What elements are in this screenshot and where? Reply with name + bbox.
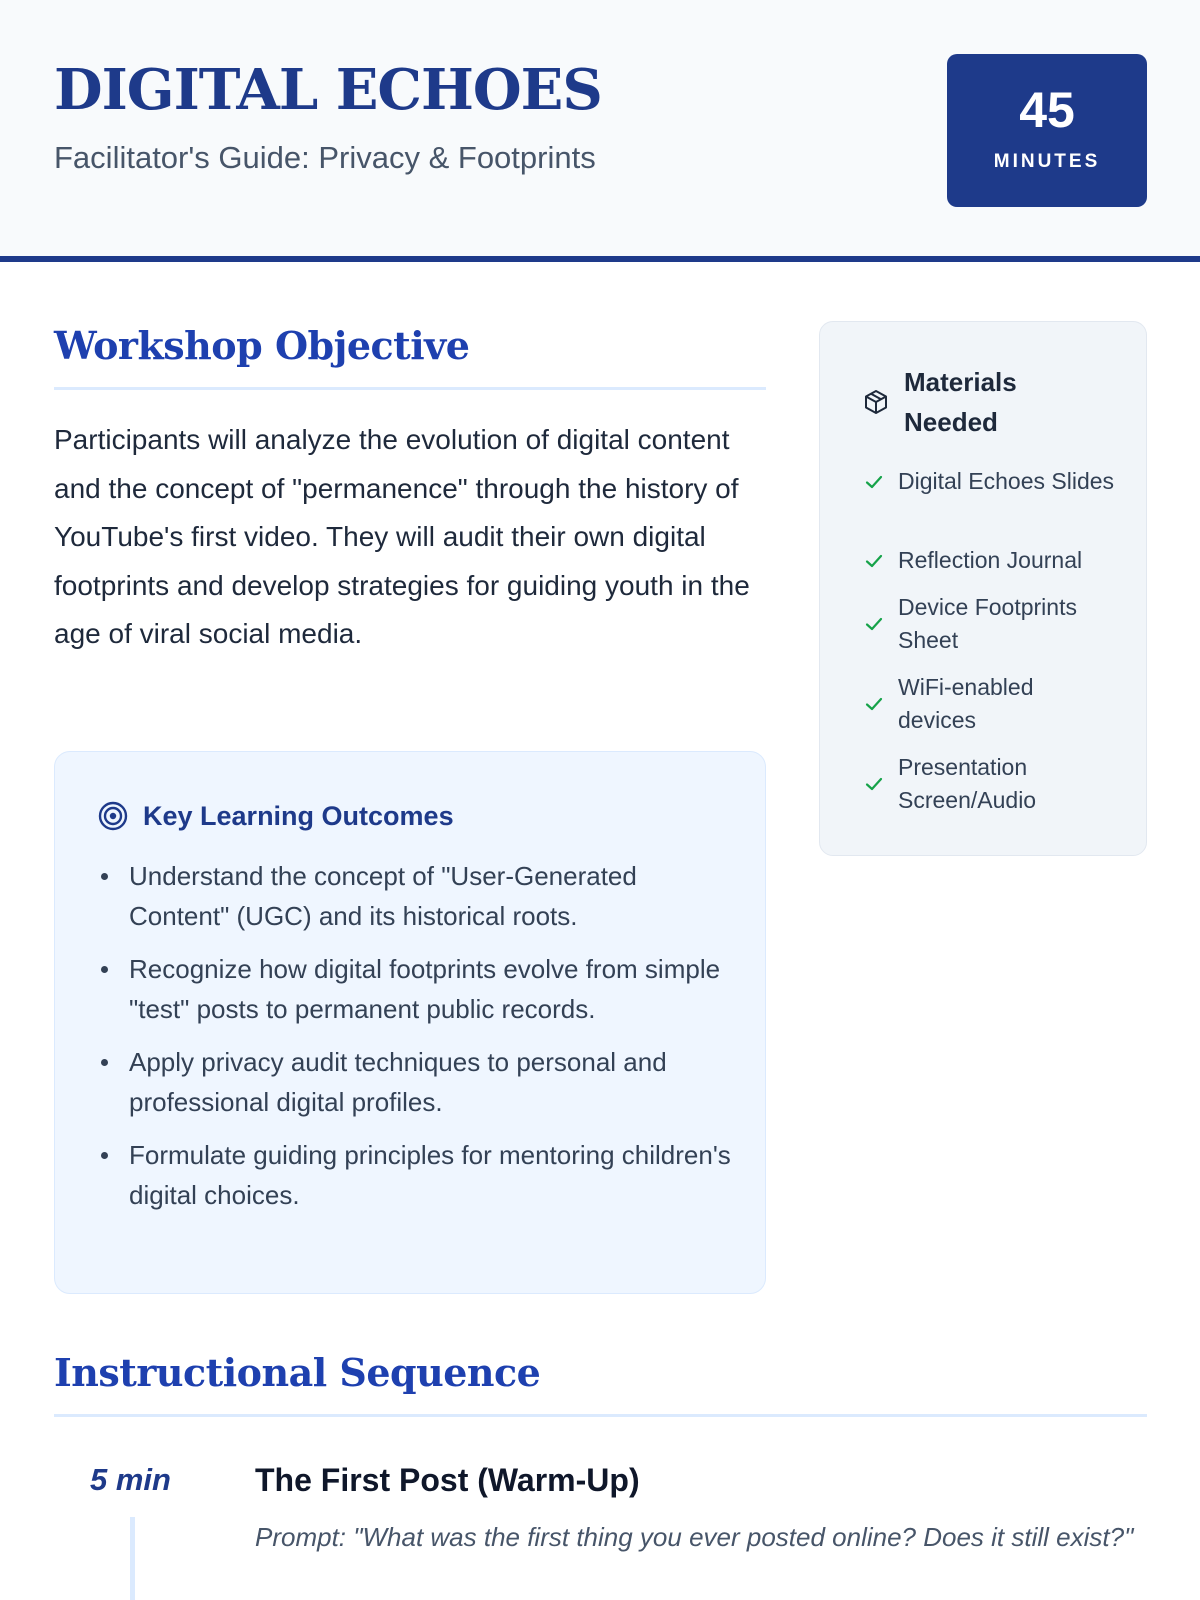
list-item: Understand the concept of "User-Generated Content" (UGC) and its historical roots. xyxy=(129,856,739,936)
check-icon xyxy=(862,772,886,796)
objective-text: Participants will analyze the evolution of digital content and the concept of "permanence" through the history of YouTube's first video. They will audit their own digital footprints and develop strategies for guiding youth in the age of viral social media. xyxy=(54,424,750,649)
target-icon xyxy=(97,800,129,832)
duration-badge xyxy=(947,54,1147,207)
learning-outcomes-title: Key Learning Outcomes xyxy=(143,800,454,831)
list-item xyxy=(862,751,1122,817)
sequence-heading: Instructional Sequence xyxy=(54,1350,541,1395)
material-label: Reflection Journal xyxy=(898,547,1083,573)
check-icon xyxy=(862,470,886,494)
objective-heading: Workshop Objective xyxy=(54,323,470,368)
materials-panel xyxy=(819,321,1147,856)
check-icon xyxy=(862,612,886,636)
step-duration: 5 min xyxy=(90,1462,171,1497)
sequence-divider xyxy=(54,1414,1147,1417)
list-item: Apply privacy audit techniques to personal and professional digital profiles. xyxy=(129,1042,739,1122)
check-icon xyxy=(862,692,886,716)
material-label: Presentation Screen/Audio xyxy=(898,754,1037,813)
list-item xyxy=(862,544,1122,577)
list-item xyxy=(862,671,1122,737)
duration-value: 45 xyxy=(1019,82,1075,138)
material-label: Device Footprints Sheet xyxy=(898,594,1077,653)
list-item: Formulate guiding principles for mentoring children's digital choices. xyxy=(129,1135,739,1215)
box-icon xyxy=(862,388,890,416)
material-label: Digital Echoes Slides xyxy=(898,468,1115,494)
list-item xyxy=(862,591,1122,657)
objective-divider xyxy=(54,387,766,390)
step-title: The First Post (Warm-Up) xyxy=(255,1462,640,1498)
materials-title: Materials Needed xyxy=(904,367,1017,437)
learning-outcomes-list xyxy=(129,856,739,1228)
check-icon xyxy=(862,549,886,573)
list-item xyxy=(862,465,1122,498)
timeline-line xyxy=(130,1517,135,1600)
page-title: DIGITAL ECHOES xyxy=(54,57,602,123)
duration-unit: MINUTES xyxy=(993,151,1101,172)
material-label: WiFi-enabled devices xyxy=(898,674,1034,733)
page-header xyxy=(0,0,1200,262)
learning-outcomes-panel xyxy=(54,751,766,1294)
learning-outcomes-header xyxy=(97,796,454,836)
page-subtitle: Facilitator's Guide: Privacy & Footprints xyxy=(54,140,596,175)
step-prompt: Prompt: "What was the first thing you ever posted online? Does it still exist?" xyxy=(255,1522,1134,1552)
list-item: Recognize how digital footprints evolve from simple "test" posts to permanent public records. xyxy=(129,949,739,1029)
